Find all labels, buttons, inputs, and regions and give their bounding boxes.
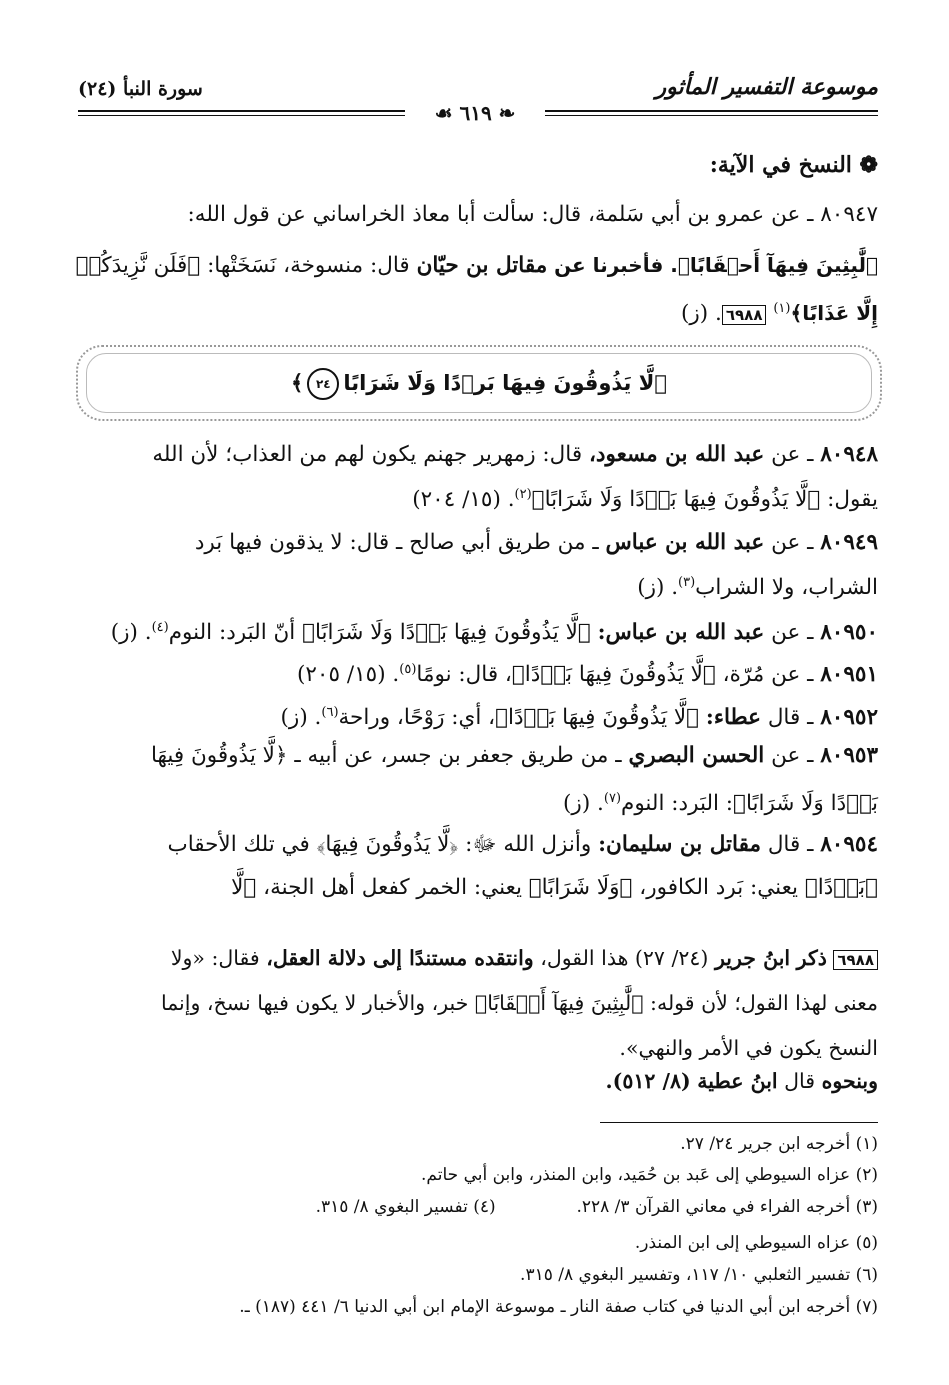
text-segment: ذكر xyxy=(796,946,827,970)
text-segment: الشراب، ولا الشراب xyxy=(695,575,878,601)
hadith-80953-line-2 xyxy=(70,784,878,819)
commentary-line-4 xyxy=(70,1066,878,1096)
source-mark: . (ز) xyxy=(280,705,322,731)
quran-quote: ﴿لَّٰبِثِينَ فِيهَآ أَحۡقَابًا﴾. فأخبرنا عن xyxy=(554,253,878,277)
hadith-number: ٨٠٩٤٩ xyxy=(820,530,878,555)
text-segment: ـ من طريق أبي صالح ـ قال: لا يذقون فيها بَرد xyxy=(194,530,599,555)
narrator-name: عبد الله بن عباس xyxy=(605,530,765,555)
scholar-name: ابنُ جرير xyxy=(714,946,791,970)
hadith-number: ٨٠٩٥٣ xyxy=(820,743,878,768)
text-segment: ـ عن xyxy=(771,442,814,467)
hadith-80953-line-1 xyxy=(70,741,878,771)
narrator-name: مقاتل بن سليمان: xyxy=(598,832,761,857)
footnote-marker: (٣) xyxy=(678,575,696,590)
scholar-name: ابنُ عطية xyxy=(697,1069,778,1093)
hadith-80949-line-1 xyxy=(70,528,878,558)
hadith-80948-line-2 xyxy=(70,480,878,515)
hadith-80949-line-2 xyxy=(70,568,878,603)
footnote-marker: (٧) xyxy=(603,791,622,806)
footnote-marker: (٤) xyxy=(151,620,169,635)
footnote-3: (٣) أخرجه الفراء في معاني القرآن ٣/ ٢٢٨. xyxy=(576,1197,878,1217)
footnote-4: (٤) تفسير البغوي ٨/ ٣١٥. xyxy=(315,1197,496,1217)
page-number xyxy=(405,98,545,128)
footnote-2: (٢) عزاه السيوطي إلى عَبد بن حُمَيد، وابن المنذر، وابن أبي حاتم. xyxy=(421,1165,878,1185)
narrator-name: عبد الله بن عباس: xyxy=(597,620,765,646)
source-mark: . (ز) xyxy=(681,301,722,327)
hadith-80950-line-1 xyxy=(70,613,878,648)
footnote-6: (٦) تفسير الثعلبي ١٠/ ١١٧، وتفسير البغوي ٨/ ٣١٥. xyxy=(520,1265,878,1285)
hadith-80947-line-1: ٨٠٩٤٧ ـ عن عمرو بن أبي سَلمة، قال: سألت أبا معاذ الخراساني عن قول الله: xyxy=(187,202,878,227)
text-segment: يقول: ﴿لَّا يَذُوقُونَ فِيهَا بَرۡدًا وَلَا شَرَابًا﴾ xyxy=(531,487,878,513)
text-segment: ـ من طريق جعفر بن جسر، عن أبيه ـ ﴿لَّا يَذُوقُونَ فِيهَا xyxy=(150,743,622,768)
narrator-name: مقاتل بن حيّان xyxy=(416,253,548,278)
commentary-line-3: النسخ يكون في الأمر والنهي». xyxy=(619,1036,878,1060)
book-title: موسوعة التفسير المأثور xyxy=(655,74,878,100)
verse-words: ﴿لَّا يَذُوقُونَ فِيهَا بَرۡدًا وَلَا شَرَابًا xyxy=(343,371,667,395)
commentary-line-1 xyxy=(70,943,878,975)
source-mark: (٨/ ٥١٢). xyxy=(605,1069,691,1093)
footnote-separator xyxy=(600,1122,878,1123)
footnote-marker: (١) xyxy=(773,301,791,316)
text-segment: قال: منسوخة، نَسَخَتْها: ﴿فَلَن نَّزِيدَكُمۡ xyxy=(75,253,410,278)
hadith-80947-line-3 xyxy=(70,294,878,330)
footnote-marker: (٥) xyxy=(399,662,417,677)
narrator-name: عطاء: xyxy=(705,705,761,731)
hadith-number: ٨٠٩٥٤ xyxy=(820,832,878,857)
source-mark: . (ز) xyxy=(637,575,679,601)
footnote-5: (٥) عزاه السيوطي إلى ابن المنذر. xyxy=(634,1233,878,1253)
text-segment-bold: وانتقده مستندًا إلى دلالة العقل، xyxy=(266,946,534,970)
verse-number-badge: ٢٤ xyxy=(307,368,339,400)
text-segment: وبنحوه xyxy=(821,1069,878,1093)
hadith-80948-line-1 xyxy=(70,440,878,470)
hadith-80952-line-1 xyxy=(70,698,878,733)
text-segment: (٢٤/ ٢٧) هذا القول، xyxy=(540,946,709,970)
quran-quote: إِلَّا عَذَابًا﴾ xyxy=(790,301,878,326)
text-segment: ﴿لَّا يَذُوقُونَ فِيهَا بَرۡدًا وَلَا شَرَابًا﴾ أنّ البَرد: النوم xyxy=(168,620,591,646)
page-number-value: ٦١٩ xyxy=(459,101,492,125)
commentary-ref-box: ٦٩٨٨ xyxy=(833,950,878,970)
narrator-name: عبد الله بن مسعود، xyxy=(588,442,765,467)
text-segment: ﴿لَّا يَذُوقُونَ فِيهَا بَرۡدًا﴾، أي: رَوْحًا، وراحة xyxy=(338,705,700,731)
source-mark: . (ز) xyxy=(110,620,152,646)
hadith-80954-line-2 xyxy=(70,873,878,903)
source-mark: . (١٥/ ٢٠٤) xyxy=(412,487,515,513)
text-segment: قال xyxy=(784,1069,816,1093)
ornament-left-icon: ❧ xyxy=(491,101,516,125)
footnote-1: (١) أخرجه ابن جرير ٢٤/ ٢٧. xyxy=(680,1134,878,1154)
source-mark: . (١٥/ ٢٠٥) xyxy=(296,662,400,688)
commentary-ref-box: ٦٩٨٨ xyxy=(722,305,767,325)
verse-text xyxy=(78,347,880,419)
source-mark: . (ز) xyxy=(563,791,604,817)
text-segment: بَرۡدًا وَلَا شَرَابًا﴾: البَرد: النوم xyxy=(621,791,878,817)
surah-label: سورة النبأ (٢٤) xyxy=(78,78,203,100)
hadith-80947-line-2 xyxy=(70,250,878,281)
text-segment: ـ قال xyxy=(767,832,814,857)
text-segment: ـ عن مُرّة، ﴿لَّا يَذُوقُونَ فِيهَا بَرۡدًا﴾، قال: نومًا xyxy=(416,662,814,688)
text-segment: فقال: «ولا xyxy=(170,946,260,970)
text-segment: قال: زمهرير جهنم يكون لهم من العذاب؛ لأن الله xyxy=(152,442,583,467)
hadith-number: ٨٠٩٥١ xyxy=(820,662,878,688)
footnote-7: (٧) أخرجه ابن أبي الدنيا في كتاب صفة النار ـ موسوعة الإمام ابن أبي الدنيا ٦/ ٤٤١ (١٨٧) ـ. xyxy=(239,1297,878,1317)
text-segment: ـ عن xyxy=(771,530,814,555)
hadith-number: ٨٠٩٥٠ xyxy=(820,620,878,646)
hadith-80951-line-1 xyxy=(70,655,878,690)
verse-close: ﴾ xyxy=(291,371,304,395)
hadith-number: ٨٠٩٥٢ xyxy=(820,705,878,731)
verse-banner xyxy=(76,345,882,421)
text-segment: ﴿بَرۡدًا﴾ يعني: بَرد الكافور، ﴿وَلَا شَرَابًا﴾ يعني: الخمر كفعل أهل الجنة، ﴿لَّا xyxy=(231,875,878,900)
hadith-number: ٨٠٩٤٨ xyxy=(820,442,878,467)
footnote-marker: (٢) xyxy=(514,487,532,502)
hadith-80954-line-1 xyxy=(70,830,878,860)
section-title: ❁ النسخ في الآية: xyxy=(709,152,878,178)
text-segment: وأنزل الله ﷻ: ﴿لَّا يَذُوقُونَ فِيهَا﴾ في تلك الأحقاب xyxy=(167,832,592,857)
commentary-line-2: معنى لهذا القول؛ لأن قوله: ﴿لَّٰبِثِينَ فِيهَآ أَحۡقَابًا﴾ خبر، والأخبار لا يكون فيها نسخ، وإنما xyxy=(160,991,878,1015)
narrator-name: الحسن البصري xyxy=(628,743,765,768)
text-segment: ـ قال xyxy=(767,705,814,731)
footnote-3-4 xyxy=(70,1195,878,1219)
text-segment: ـ عن xyxy=(771,620,814,646)
text-segment: ـ عن xyxy=(771,743,814,768)
ornament-right-icon: ☙ xyxy=(434,101,460,125)
footnote-marker: (٦) xyxy=(321,705,339,720)
